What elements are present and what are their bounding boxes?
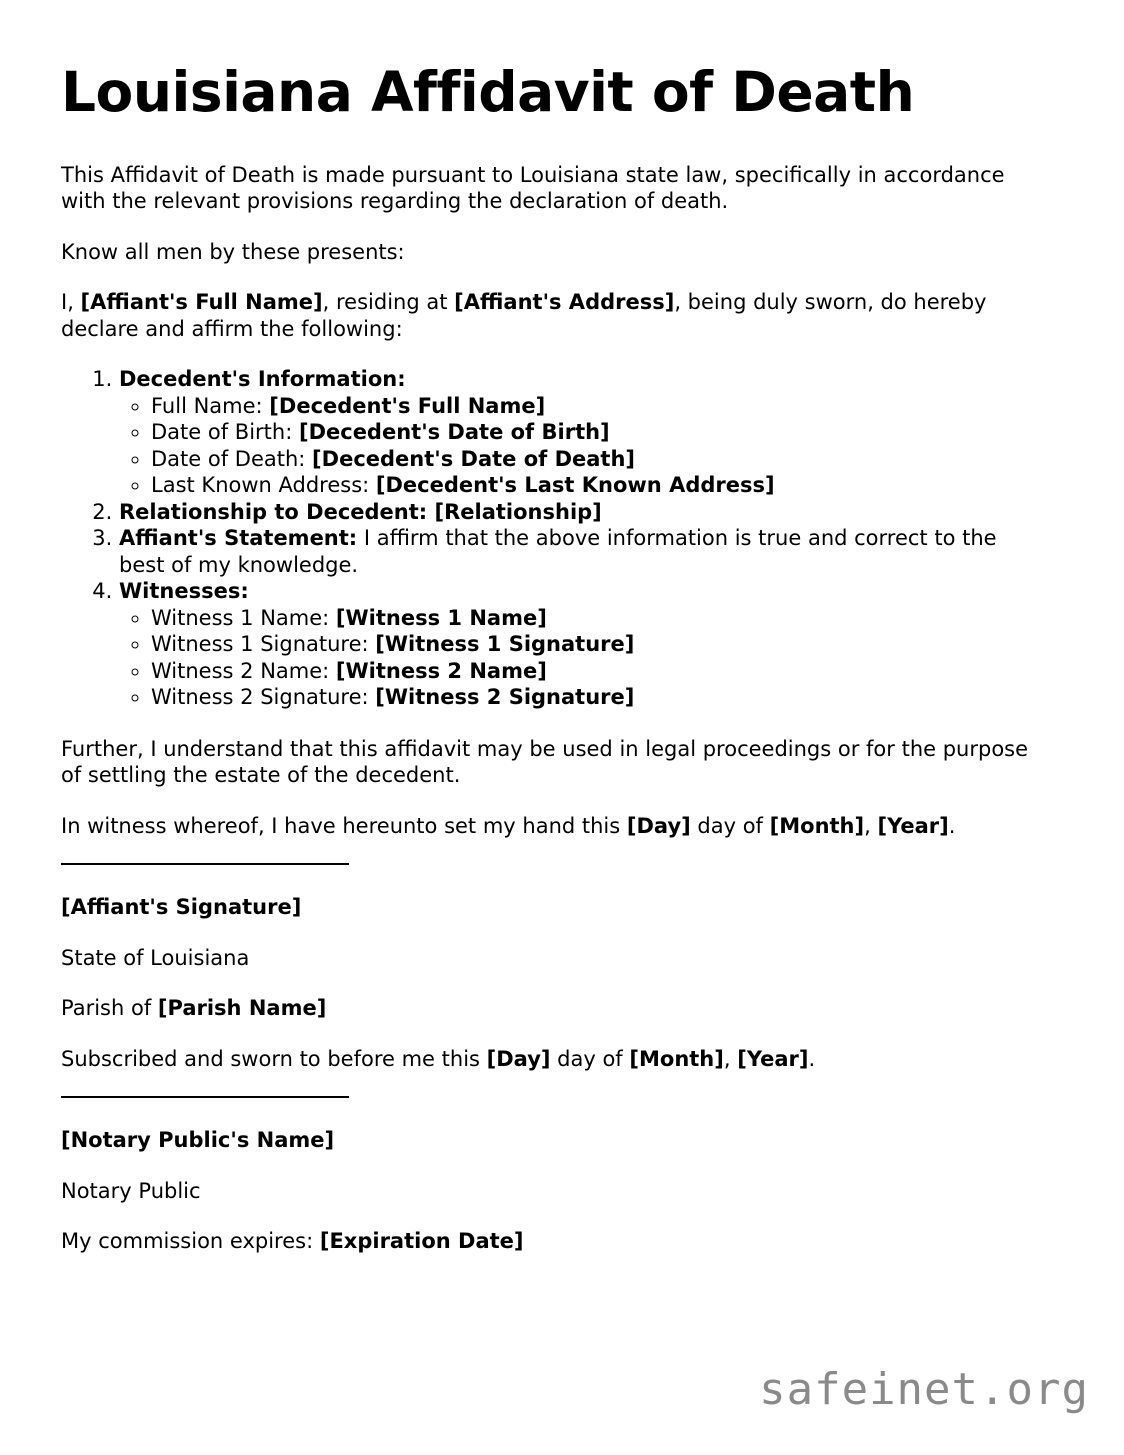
witnesses-sublist — [119, 605, 1045, 711]
list-item-relationship-to-decedent — [119, 499, 1045, 526]
notary-signature-line-block — [61, 1096, 1045, 1098]
relationship-heading — [119, 499, 1045, 526]
sub-label: Witness 1 Signature: — [151, 632, 376, 657]
day-placeholder: [Day] — [626, 813, 691, 838]
month-placeholder: [Month] — [629, 1046, 724, 1071]
declaration-middle: , residing at — [322, 290, 455, 315]
list-item-decedent-information — [119, 366, 1045, 499]
sub-value: [Decedent's Full Name] — [269, 393, 546, 418]
sub-value: [Decedent's Last Known Address] — [375, 473, 775, 498]
list-item — [151, 631, 1045, 658]
parish-name-placeholder: [Parish Name] — [157, 996, 327, 1021]
parish-line — [61, 995, 1045, 1022]
affiants-statement-heading: Affiant's Statement: — [119, 526, 358, 551]
list-item — [151, 472, 1045, 499]
affiant-signature-label — [61, 894, 1045, 921]
list-item — [151, 605, 1045, 632]
parish-lead: Parish of — [61, 996, 158, 1021]
declaration-paragraph — [61, 289, 1045, 342]
sub-value: [Decedent's Date of Death] — [312, 446, 636, 471]
relationship-heading-text: Relationship to Decedent: [Relationship] — [119, 499, 602, 524]
affidavit-items-list — [61, 366, 1045, 711]
notary-name-label — [61, 1127, 1045, 1154]
page-title: Louisiana Affidavit of Death — [61, 60, 915, 124]
subscribed-sep: , — [723, 1046, 738, 1071]
day-placeholder: [Day] — [486, 1046, 551, 1071]
further-paragraph — [61, 736, 1045, 789]
witnesses-heading-text: Witnesses: — [119, 579, 249, 604]
intro-paragraph-text: This Affidavit of Death is made pursuant to Louisiana state law, specifically in accordance with the relevant provisions regarding the declaration of death. — [61, 162, 1005, 214]
affiants-statement — [119, 525, 1045, 578]
commission-expiry-line — [61, 1228, 1045, 1255]
further-paragraph-text: Further, I understand that this affidavit may be used in legal proceedings or for the purpose of settling the estate of the decedent. — [61, 736, 1029, 788]
subscribed-tail: . — [808, 1046, 816, 1071]
affiant-signature-line — [61, 863, 349, 865]
sub-label: Witness 2 Signature: — [151, 685, 376, 710]
expiration-date-placeholder: [Expiration Date] — [319, 1229, 524, 1254]
sub-value: [Witness 2 Name] — [335, 658, 547, 683]
sub-label: Witness 1 Name: — [151, 605, 336, 630]
declaration-lead: I, — [61, 290, 81, 315]
witness-whereof-sep: , — [864, 813, 878, 838]
sub-label: Last Known Address: — [151, 473, 376, 498]
notary-title-line — [61, 1178, 1045, 1205]
watermark: safeinet.org — [759, 1364, 1089, 1415]
decedent-information-heading — [119, 366, 1045, 393]
sub-label: Date of Birth: — [151, 420, 299, 445]
witness-whereof-paragraph — [61, 813, 1045, 840]
list-item — [151, 684, 1045, 711]
list-item — [151, 419, 1045, 446]
sub-value: [Witness 2 Signature] — [375, 685, 635, 710]
year-placeholder: [Year] — [877, 813, 949, 838]
commission-lead: My commission expires: — [61, 1229, 320, 1254]
notary-signature-line — [61, 1096, 349, 1098]
sub-label: Full Name: — [151, 393, 270, 418]
witness-whereof-tail: . — [948, 813, 956, 838]
affiant-address-placeholder: [Affiant's Address] — [454, 290, 675, 315]
presents-line-text: Know all men by these presents: — [61, 239, 405, 264]
witness-whereof-lead: In witness whereof, I have hereunto set my hand this — [61, 813, 627, 838]
witness-whereof-mid: day of — [690, 813, 770, 838]
sub-label: Witness 2 Name: — [151, 658, 336, 683]
presents-line — [61, 239, 1045, 266]
list-item-affiants-statement — [119, 525, 1045, 578]
subscribed-mid: day of — [550, 1046, 630, 1071]
notary-name-placeholder: [Notary Public's Name] — [61, 1128, 335, 1153]
year-placeholder: [Year] — [737, 1046, 809, 1071]
affiant-signature-line-block — [61, 863, 1045, 865]
sub-label: Date of Death: — [151, 446, 313, 471]
list-item-witnesses — [119, 578, 1045, 711]
sub-value: [Witness 1 Signature] — [375, 632, 635, 657]
witnesses-heading — [119, 578, 1045, 605]
list-item — [151, 658, 1045, 685]
subscribed-paragraph — [61, 1046, 1045, 1073]
affiants-statement-text: I affirm that the above information is true and correct to the best of my knowledge. — [119, 526, 997, 577]
list-item — [151, 393, 1045, 420]
month-placeholder: [Month] — [769, 813, 865, 838]
declaration-tail: , being duly sworn, do hereby declare and affirm the following: — [61, 290, 987, 341]
decedent-information-heading-text: Decedent's Information: — [119, 367, 406, 392]
state-line — [61, 945, 1045, 972]
notary-title-text: Notary Public — [61, 1178, 201, 1203]
affiant-name-placeholder: [Affiant's Full Name] — [80, 290, 323, 315]
intro-paragraph — [61, 162, 1045, 215]
list-item — [151, 446, 1045, 473]
affiant-signature-placeholder: [Affiant's Signature] — [61, 895, 302, 920]
sub-value: [Decedent's Date of Birth] — [298, 420, 610, 445]
sub-value: [Witness 1 Name] — [335, 605, 547, 630]
subscribed-lead: Subscribed and sworn to before me this — [61, 1046, 487, 1071]
decedent-information-sublist — [119, 393, 1045, 499]
state-line-text: State of Louisiana — [61, 945, 250, 970]
